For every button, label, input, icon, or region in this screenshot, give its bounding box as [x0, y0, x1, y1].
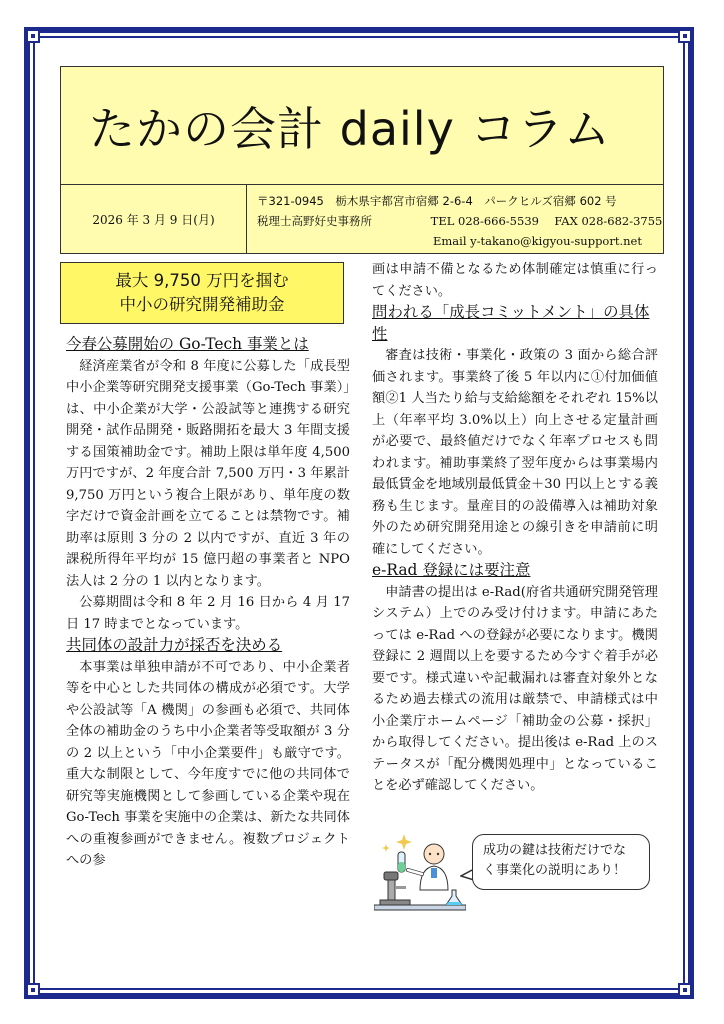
microscope-icon	[380, 872, 410, 905]
office-phone-row	[257, 211, 662, 231]
corner-ornament	[678, 29, 692, 43]
paragraph: 申請書の提出は e-Rad(府省共通研究開発管理システム）上でのみ受け付けます。申請にあたっては e-Rad への登録が必要になります。機関登録に 2 週間以上を要するため今すぐ着手が必要です。様式違いや記載漏れは審査対象外となるため過去様式の流用は厳禁で、申請様式は中小企業庁ホームページ「補助金の公募・採択」から取得してください。提出後は e-Rad 上のステータスが「配分機関処理中」となっていることを必ず確認してください。	[372, 584, 658, 793]
paragraph: 公募期間は令和 8 年 2 月 16 日から 4 月 17 日 17 時までとなっています。	[66, 595, 350, 632]
issue-date: 2026 年 3 月 9 日(月)	[61, 185, 247, 253]
sparkle-icon	[382, 834, 412, 852]
scientist-figure	[408, 844, 448, 890]
desk	[374, 905, 466, 910]
headline-line-2: 中小の研究開発補助金	[119, 295, 285, 314]
corner-ornament	[678, 983, 692, 997]
article-headline	[60, 262, 344, 324]
masthead	[60, 66, 664, 254]
callout-line-1: 成功の鍵は技術だけでな	[483, 843, 627, 858]
callout-line-2: く事業化の説明にあり！	[483, 863, 627, 878]
paragraph: 本事業は単独申請が不可であり、中小企業者等を中心とした共同体の構成が必須です。大学や公設試等「A 機関」の参画も必須で、共同体全体の補助金のうち中小企業者等受取額が 3 分の 2 以上という「中小企業要件」も厳守です。重大な制限として、今年度すでに他の共同体で研究等実施機関として参画している企業や現在 Go-Tech 事業を実施中の企業は、新たな共同体への重複参画ができません。複数プロジェクトへの参	[66, 659, 350, 868]
flask-icon	[446, 890, 462, 905]
paragraph: 経済産業省が令和 8 年度に公募した「成長型中小企業等研究開発支援事業（Go-Tech 事業）」は、中小企業が大学・公設試等と連携する研究開発・試作品開発・販路開拓を最大 3 年間支援する国策補助金です。補助上限は単年度 4,500 万円ですが、2 年度合計 7,500 万円・3 年累計 9,750 万円という複合上限があり、単年度の数字だけで資金計画を立てることは禁物です。補助率は原則 3 分の 2 以内ですが、直近 3 年の課税所得年平均が 15 億円超の事業者と NPO 法人は 2 分の 1 以内となります。	[66, 358, 350, 589]
corner-ornament	[26, 29, 40, 43]
office-contact	[257, 191, 662, 251]
researcher-illustration	[374, 830, 466, 912]
office-fax: FAX 028-682-3755	[554, 214, 663, 228]
paragraph: 審査は技術・事業化・政策の 3 面から総合評価されます。事業終了後 5 年以内に①付加価値額②1 人当たり給与支給総額をそれぞれ 15%以上（年率平均 3.0%以上）向上させる定量計画が必要で、最終値だけでなく年率プロセスも問われます。補助事業終了翌年度からは事業場内最低賃金を地域別最低賃金＋30 円以上とする義務も生じます。量産目的の設備導入は補助対象外のため研究開発用途との線引きを申請前に明確にしてください。	[372, 348, 658, 557]
headline-line-1: 最大 9,750 万円を掴む	[115, 271, 289, 290]
test-tube-icon	[398, 852, 405, 872]
page-title: たかの会計 daily コラム	[89, 101, 611, 156]
paragraph-continued: 画は申請不備となるため体制確定は慎重に行ってください。	[372, 262, 658, 299]
office-address: 〒321-0945 栃木県宇都宮市宿郷 2-6-4 パークヒルズ宿郷 602 号	[257, 194, 617, 208]
corner-ornament	[26, 983, 40, 997]
masthead-title-area	[61, 67, 663, 185]
office-email: Email y-takano@kigyou-support.net	[433, 234, 642, 248]
section-heading: e-Rad 登録には要注意	[372, 561, 531, 579]
section-heading: 問われる「成長コミットメント」の具体性	[372, 303, 650, 343]
column-left	[66, 334, 350, 872]
office-tel: TEL 028-666-5539	[430, 214, 539, 228]
section-heading: 共同体の設計力が採否を決める	[66, 636, 283, 654]
section-heading: 今春公募開始の Go-Tech 事業とは	[66, 335, 309, 353]
callout-bubble	[472, 834, 650, 890]
column-right	[372, 259, 658, 797]
office-name: 税理士高野好史事務所	[257, 214, 372, 228]
